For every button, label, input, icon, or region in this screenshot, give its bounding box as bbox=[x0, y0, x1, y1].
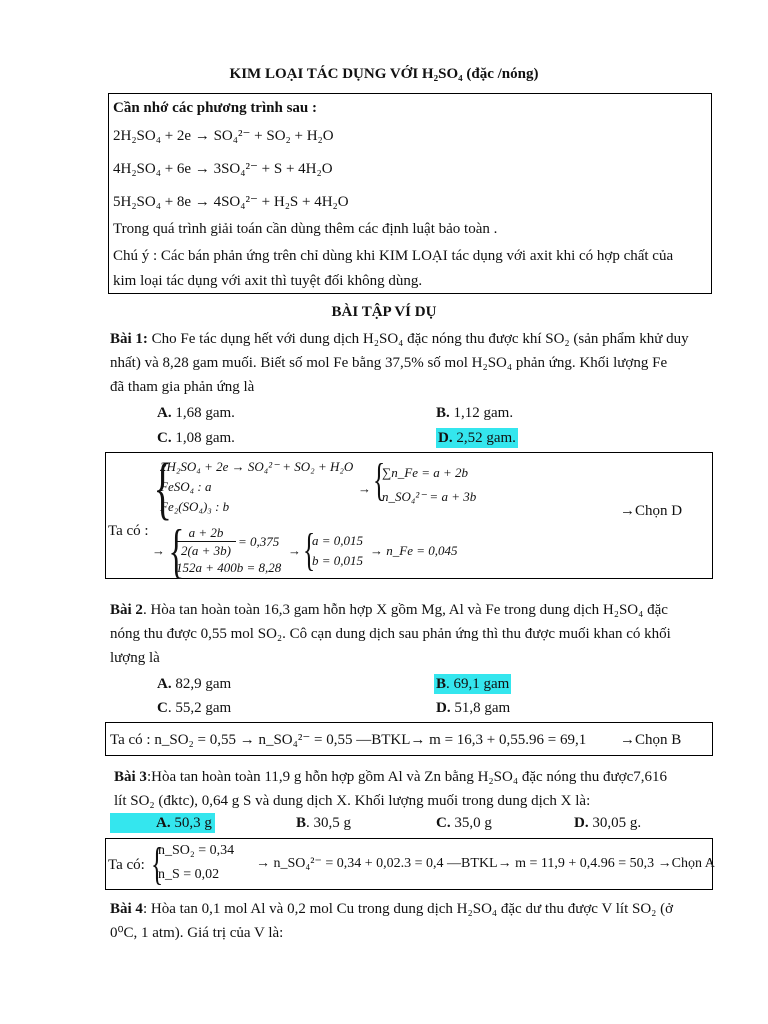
reaction-eq-1: 2H₂SO₄ + 2e → SO₄²⁻ + SO₂ + H₂O bbox=[113, 128, 334, 144]
reminder-note-2a: Chú ý : Các bán phản ứng trên chỉ dùng khi KIM LOẠI tác dụng với axit khi có hợp chất của bbox=[113, 248, 674, 264]
brace-icon: { bbox=[302, 524, 316, 575]
bai1-taco: Ta có : bbox=[108, 523, 149, 539]
bai3-solution-box bbox=[105, 838, 713, 890]
bai1-line3: đã tham gia phản ứng là bbox=[110, 379, 255, 395]
bai3-text bbox=[114, 765, 714, 813]
section-title: BÀI TẬP VÍ DỤ bbox=[331, 304, 437, 320]
bai1-option-d: D. 2,52 gam. bbox=[438, 430, 516, 446]
brace-icon: { bbox=[153, 450, 173, 527]
bai1-option-b: B. 1,12 gam. bbox=[436, 405, 514, 421]
bai1-solution-box bbox=[105, 450, 713, 584]
reminder-heading: Cần nhớ các phương trình sau : bbox=[113, 100, 317, 116]
arrow-icon: → bbox=[358, 481, 371, 496]
bai1-line1: Cho Fe tác dụng hết với dung dịch H₂SO₄ đặc nóng thu được khí SO₂ (sản phẩm khử duy bbox=[151, 331, 689, 347]
reminder-box bbox=[108, 93, 712, 294]
arrow-icon: → bbox=[152, 543, 165, 558]
bai1-sys-2: FeSO₄ : a bbox=[160, 479, 212, 494]
bai3-option-b: B. 30,5 g bbox=[296, 815, 352, 831]
bai1-ans-a: a = 0,015 bbox=[312, 533, 364, 548]
bai1-result-2: n_SO₄²⁻ = a + 3b bbox=[382, 489, 477, 504]
bai1-label: Bài 1: bbox=[110, 331, 148, 347]
bai4-text bbox=[110, 897, 710, 945]
reaction-eq-3: 5H₂SO₄ + 8e → 4SO₄²⁻ + H₂S + 4H₂O bbox=[113, 194, 349, 210]
bai2-choose: →Chọn B bbox=[620, 732, 682, 748]
reminder-note-2b: kim loại tác dụng với axit thì tuyệt đối không dùng. bbox=[113, 273, 423, 289]
bai3-option-d: D. 30,05 g. bbox=[574, 815, 642, 831]
bai3-taco: Ta có: bbox=[108, 857, 145, 873]
bai2-line2: nóng thu được 0,55 mol SO₂. Cô cạn dung dịch sau phản ứng thì thu được muối khan có khối bbox=[110, 626, 671, 642]
bai1-mass-eq: 152a + 400b = 8,28 bbox=[176, 560, 282, 575]
bai1-frac-num: a + 2b bbox=[176, 525, 236, 542]
bai3-option-a: A. 50,3 g bbox=[110, 813, 215, 833]
bai3-line2: lít SO₂ (đktc), 0,64 g S và dung dịch X. Khối lượng muối trong dung dịch X là: bbox=[114, 793, 591, 809]
bai2-line1: . Hòa tan hoàn toàn 16,3 gam hỗn hợp X gồm Mg, Al và Fe trong dung dịch H₂SO₄ đặc bbox=[142, 602, 668, 618]
bai1-sys-1: 2H₂SO₄ + 2e → SO₄²⁻ + SO₂ + H₂O bbox=[160, 459, 354, 474]
bai3-line1: :Hòa tan hoàn toàn 11,9 g hỗn hợp gồm Al và Zn bằng H₂SO₄ đặc nóng thu được7,616 bbox=[146, 769, 668, 785]
bai2-option-d: D. 51,8 gam bbox=[436, 700, 511, 716]
bai1-line2: nhất) và 8,28 gam muối. Biết số mol Fe bằng 37,5% số mol H₂SO₄ phản ứng. Khối lượng Fe bbox=[110, 355, 668, 371]
brace-icon: { bbox=[150, 838, 164, 889]
brace-icon: { bbox=[168, 518, 185, 584]
bai1-option-c: C. 1,08 gam. bbox=[157, 430, 235, 446]
bai1-frac-den: 2(a + 3b) bbox=[181, 543, 231, 558]
bai1-sys-3: Fe₂(SO₄)₃ : b bbox=[160, 499, 230, 514]
bai3-cond-s: n_S = 0,02 bbox=[158, 867, 220, 882]
bai3-option-c: C. 35,0 g bbox=[436, 815, 492, 831]
bai4-label: Bài 4 bbox=[110, 901, 143, 917]
bai2-label: Bài 2 bbox=[110, 602, 143, 618]
page-title: KIM LOẠI TÁC DỤNG VỚI H₂SO₄ (đặc /nóng) bbox=[229, 66, 539, 82]
bai1-text bbox=[110, 327, 710, 399]
bai2-solution: Ta có : n_SO₂ = 0,55 → n_SO₄²⁻ = 0,55 —BTKL→ m = 16,3 + 0,55.96 = 69,1 bbox=[110, 732, 587, 748]
bai2-option-a: A. 82,9 gam bbox=[157, 676, 232, 692]
bai3-solution: → n_SO₄²⁻ = 0,34 + 0,02.3 = 0,4 —BTKL→ m = 11,9 + 0,4.96 = 50,3 →Chọn A bbox=[256, 856, 715, 871]
bai3-cond-so2: n_SO₂ = 0,34 bbox=[158, 843, 235, 858]
bai4-line1: : Hòa tan 0,1 mol Al và 0,2 mol Cu trong dung dịch H₂SO₄ đặc dư thu được V lít SO₂ (ở bbox=[142, 901, 674, 917]
bai2-option-c: C. 55,2 gam bbox=[157, 700, 232, 716]
bai1-choose: →Chọn D bbox=[620, 503, 683, 519]
bai1-frac-val: = 0,375 bbox=[238, 534, 280, 549]
arrow-icon: → bbox=[288, 543, 301, 558]
bai3-label: Bài 3 bbox=[114, 769, 147, 785]
bai2-solution-box bbox=[105, 722, 713, 756]
bai2-option-b: B. 69,1 gam bbox=[436, 676, 510, 692]
bai4-line2: 0⁰C, 1 atm). Giá trị của V là: bbox=[110, 925, 284, 941]
bai2-line3: lượng là bbox=[110, 650, 160, 666]
brace-icon: { bbox=[372, 454, 386, 505]
reminder-note-1: Trong quá trình giải toán cần dùng thêm các định luật bảo toàn . bbox=[113, 221, 498, 237]
bai1-result-1: ∑n_Fe = a + 2b bbox=[382, 465, 469, 480]
bai2-text bbox=[110, 598, 710, 670]
bai1-option-a: A. 1,68 gam. bbox=[157, 405, 235, 421]
reaction-eq-2: 4H₂SO₄ + 6e → 3SO₄²⁻ + S + 4H₂O bbox=[113, 161, 333, 177]
bai1-ans-b: b = 0,015 bbox=[312, 553, 364, 568]
bai1-result-nfe: → n_Fe = 0,045 bbox=[370, 543, 458, 558]
